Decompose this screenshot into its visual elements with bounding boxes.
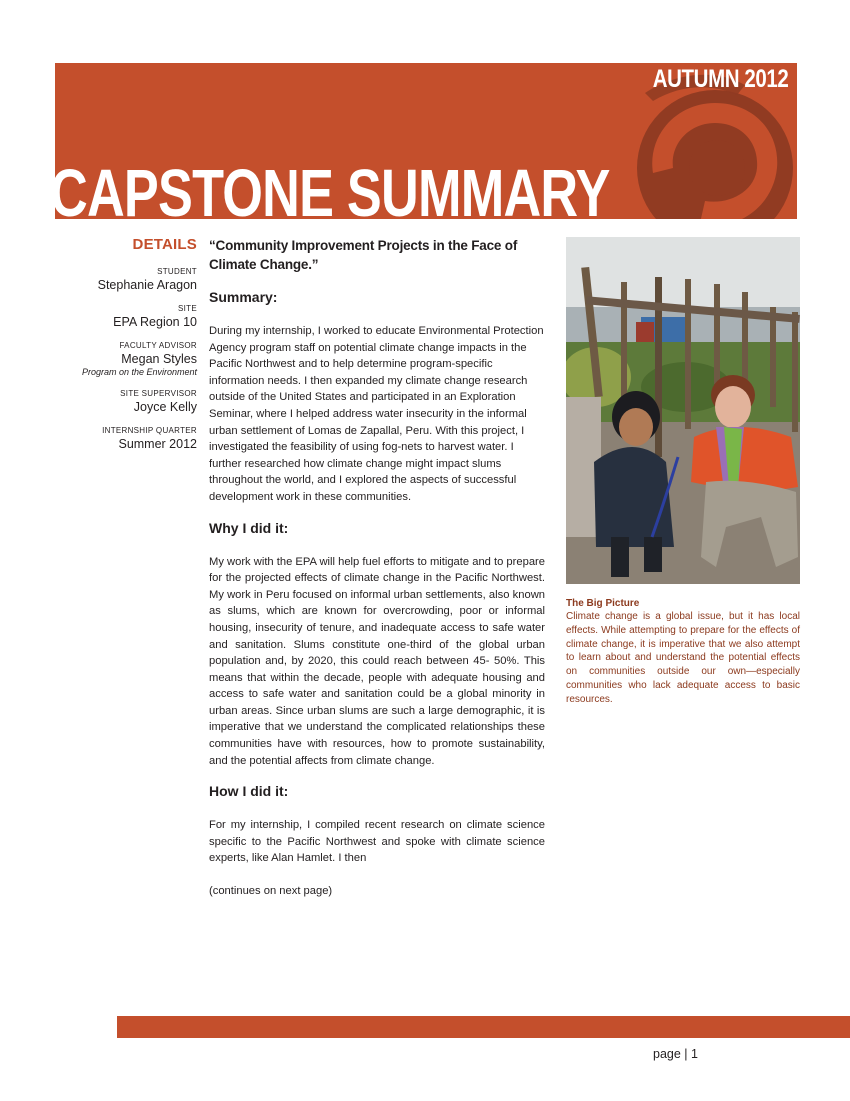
caption-title: The Big Picture (566, 598, 640, 609)
main-column (209, 236, 545, 897)
internship-quarter-value: Summer 2012 (118, 437, 197, 451)
site-supervisor-value: Joyce Kelly (133, 400, 197, 414)
summary-text: During my internship, I worked to educate Environmental Protection Agency program staff on potential climate change impacts in the Pacific Northwest and to help determine program-specific information needs. I then expanded my climate change research outside of the United States and participated in an Exploration Seminar, where I helped address water insecurity in the informal urban settlement of Lomas de Zapallal, Peru. With this project, I investigated the feasibility of using fog-nets to harvest water. I further researched how climate change might impact slums throughout the world, and I explored the aspects of successful development work in these communities. (209, 325, 544, 503)
faculty-advisor-value: Megan Styles (121, 352, 197, 366)
continues-note: (continues on next page) (209, 885, 333, 898)
why-text: My work with the EPA will help fuel efforts to mitigate and to prepare for the projected effects of climate change in the Pacific Northwest. My work in Peru focused on informal urban settlements, also known as slums, which are known for overcrowding, poor or informal housing, insecurity of tenure, and inadequate access to safe water and sanitation. Slums constitute one-third of the global urban population and, by 2020, this could reach between 45- 50%. This means that within the decade, people with adequate housing and access to safe water and sanitation could be a global minority in urban areas. Since urban slums are such a large demographic, it is imperative that we understand the complicated relationships these communities have with resources, how to promote sustainability, and the potential affects from climate change. (209, 555, 545, 767)
site-label: SITE (178, 304, 197, 313)
photo (566, 237, 800, 584)
why-heading: Why I did it: (209, 519, 289, 536)
how-text: For my internship, I compiled recent research on climate science specific to the Pacific Northwest and spoke with climate science experts, like Alan Hamlet. I then (209, 819, 545, 865)
photo-illustration (566, 237, 800, 584)
summary-heading: Summary: (209, 289, 278, 305)
details-sidebar (55, 236, 197, 463)
faculty-advisor-label: FACULTY ADVISOR (119, 341, 197, 350)
page-number: page | 1 (653, 1047, 698, 1061)
spiral-logo-icon (605, 73, 795, 219)
student-label: STUDENT (157, 267, 197, 276)
footer-bar (117, 1016, 850, 1038)
season-label: AUTUMN 2012 (652, 65, 788, 93)
photo-caption (566, 597, 800, 707)
project-title: “Community Improvement Projects in the Face of Climate Change.” (209, 238, 518, 272)
how-heading: How I did it: (209, 783, 289, 800)
faculty-advisor-program: Program on the Environment (81, 367, 197, 377)
site-supervisor-label: SITE SUPERVISOR (120, 389, 197, 398)
student-value: Stephanie Aragon (97, 278, 197, 292)
site-value: EPA Region 10 (113, 315, 197, 329)
internship-quarter-label: INTERNSHIP QUARTER (102, 426, 197, 435)
details-heading: DETAILS (132, 236, 197, 253)
page-title: CAPSTONE SUMMARY (50, 156, 610, 231)
caption-text: Climate change is a global issue, but it has local effects. While attempting to prepare for the effects of climate change, it is imperative that we also attempt to learn about and understand the potential effects on communities outside our own—especially communities who lack adequate access to basic resources. (566, 611, 800, 705)
